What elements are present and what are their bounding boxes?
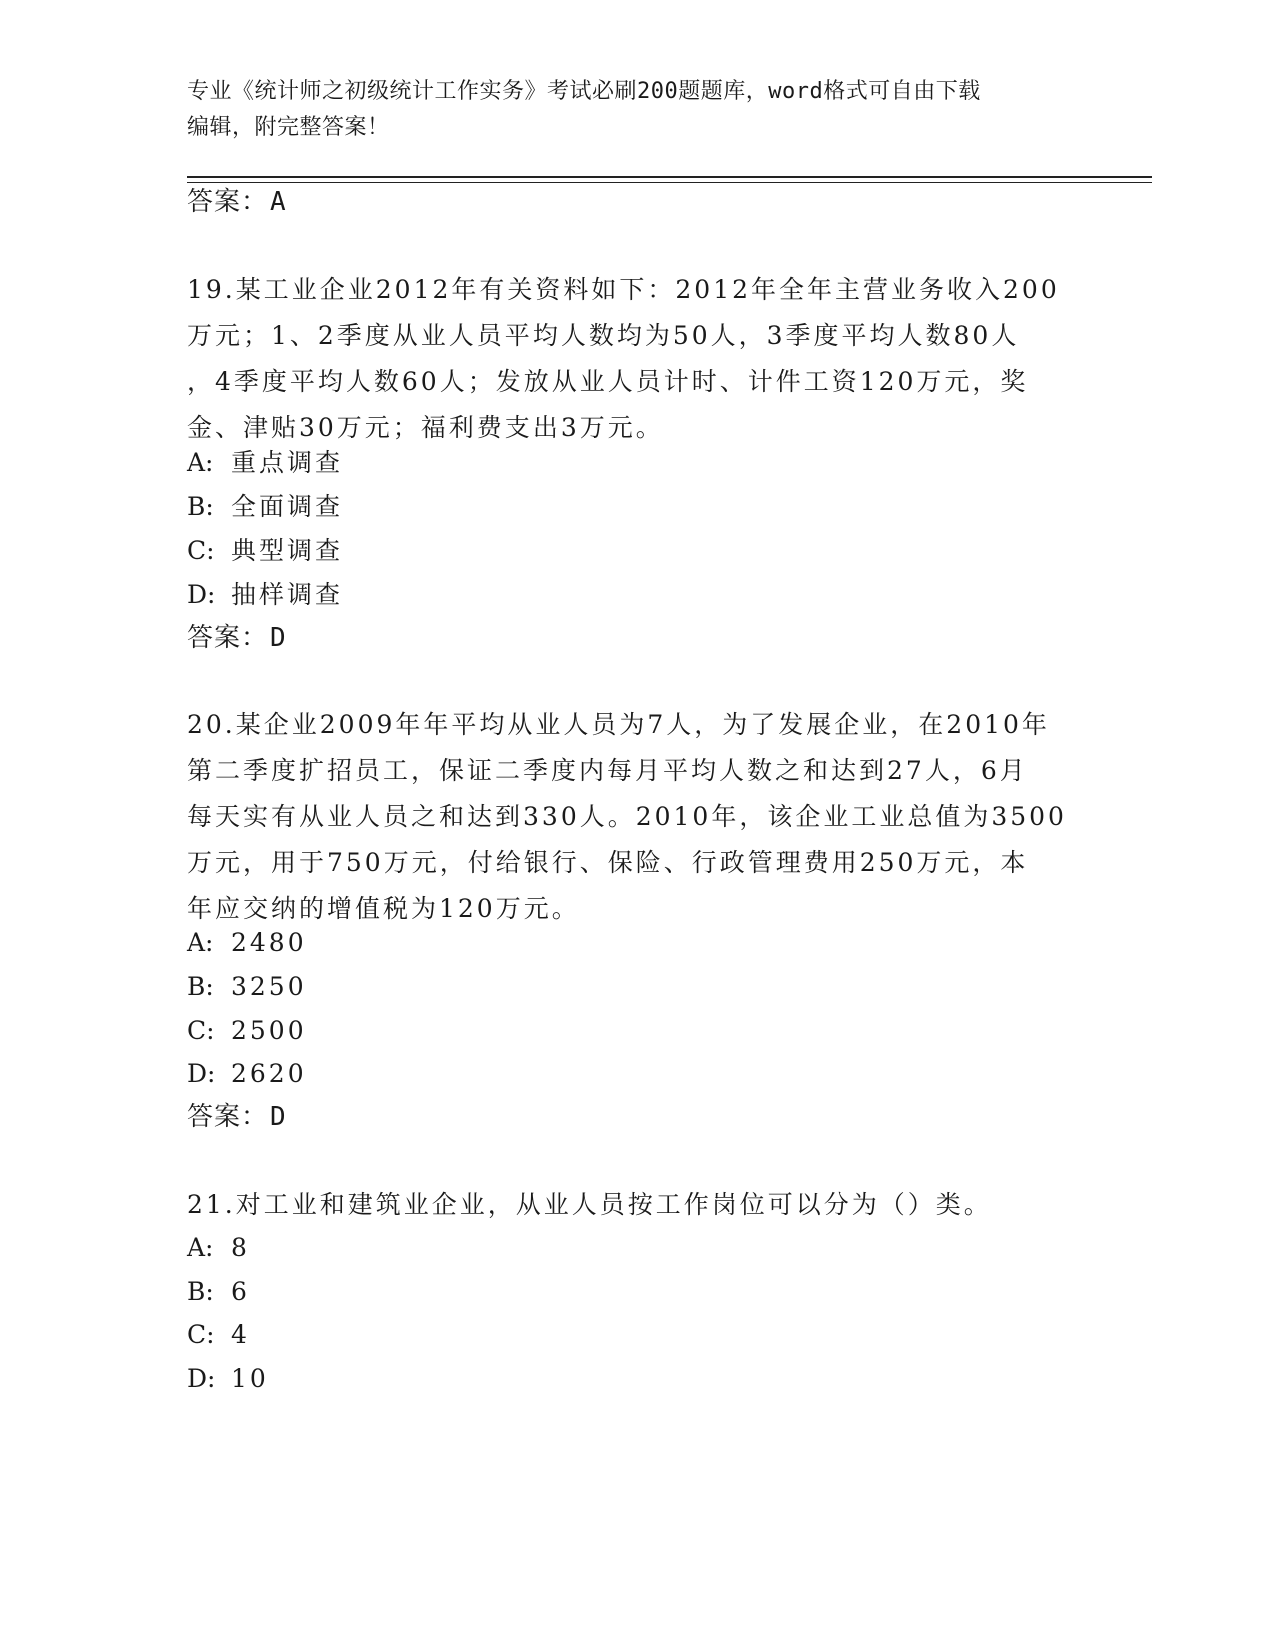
stem-line: 每天实有从业人员之和达到330人。2010年，该企业工业总值为3500 — [187, 802, 1067, 831]
option-text: 典型调查 — [231, 536, 344, 565]
option-letter: B: — [187, 1277, 214, 1306]
stem-line: 万元；1、2季度从业人员平均人数均为50人，3季度平均人数80人 — [187, 321, 1020, 350]
option-text: 4 — [231, 1320, 250, 1349]
header-rule-thin — [187, 182, 1152, 183]
question-20-answer — [187, 1101, 287, 1133]
option-letter: B: — [187, 492, 214, 521]
option-letter: D: — [187, 580, 216, 609]
question-21-option-a — [187, 1232, 250, 1264]
option-letter: B: — [187, 972, 214, 1001]
question-21-option-c — [187, 1319, 250, 1351]
answer-value: D — [270, 623, 287, 653]
question-19-option-a — [187, 447, 343, 479]
question-21-option-d — [187, 1363, 269, 1395]
question-20-option-b — [187, 971, 307, 1003]
stem-line: 金、津贴30万元；福利费支出3万元。 — [187, 413, 664, 442]
option-text: 抽样调查 — [231, 580, 344, 609]
stem-line: 年应交纳的增值税为120万元。 — [187, 894, 580, 923]
option-text: 8 — [231, 1233, 250, 1262]
answer-value: A — [270, 187, 287, 217]
option-text: 2500 — [231, 1016, 307, 1045]
question-21-stem — [187, 1182, 1087, 1228]
stem-line: 19.某工业企业2012年有关资料如下：2012年全年主营业务收入200 — [187, 275, 1060, 304]
stem-line: ，4季度平均人数60人；发放从业人员计时、计件工资120万元，奖 — [187, 367, 1029, 396]
answer-label: 答案： — [187, 623, 269, 653]
question-19-option-b — [187, 491, 343, 523]
option-text: 3250 — [231, 972, 307, 1001]
question-20-option-a — [187, 927, 307, 959]
stem-line: 第二季度扩招员工，保证二季度内每月平均人数之和达到27人，6月 — [187, 756, 1028, 785]
question-20-option-d — [187, 1058, 307, 1090]
question-19-answer — [187, 622, 287, 654]
stem-line: 万元，用于750万元，付给银行、保险、行政管理费用250万元，本 — [187, 848, 1029, 877]
answer-label: 答案： — [187, 1102, 269, 1132]
question-20-option-c — [187, 1015, 307, 1047]
option-text: 10 — [231, 1364, 269, 1393]
question-20-stem — [187, 702, 1087, 932]
answer-label: 答案： — [187, 187, 269, 217]
option-letter: A: — [187, 448, 214, 477]
option-letter: D: — [187, 1059, 216, 1088]
option-text: 2620 — [231, 1059, 307, 1088]
header-line-1: 专业《统计师之初级统计工作实务》考试必刷200题题库，word格式可自由下载 — [187, 79, 981, 104]
option-letter: C: — [187, 1016, 215, 1045]
stem-line: 20.某企业2009年年平均从业人员为7人，为了发展企业，在2010年 — [187, 710, 1050, 739]
question-19-option-d — [187, 579, 343, 611]
option-letter: D: — [187, 1364, 216, 1393]
question-19-option-c — [187, 535, 343, 567]
option-letter: C: — [187, 536, 215, 565]
answer-value: D — [270, 1102, 287, 1132]
option-text: 重点调查 — [231, 448, 344, 477]
question-19-stem — [187, 267, 1087, 451]
option-text: 全面调查 — [231, 492, 344, 521]
option-text: 2480 — [231, 928, 307, 957]
option-letter: A: — [187, 928, 214, 957]
header-rule-thick — [187, 176, 1152, 178]
stem-line: 21.对工业和建筑业企业，从业人员按工作岗位可以分为（）类。 — [187, 1190, 992, 1219]
header-line-2: 编辑，附完整答案！ — [187, 115, 390, 140]
document-header — [187, 74, 1067, 146]
question-21-option-b — [187, 1276, 250, 1308]
option-letter: A: — [187, 1233, 214, 1262]
option-text: 6 — [231, 1277, 250, 1306]
option-letter: C: — [187, 1320, 215, 1349]
prev-answer — [187, 186, 287, 218]
